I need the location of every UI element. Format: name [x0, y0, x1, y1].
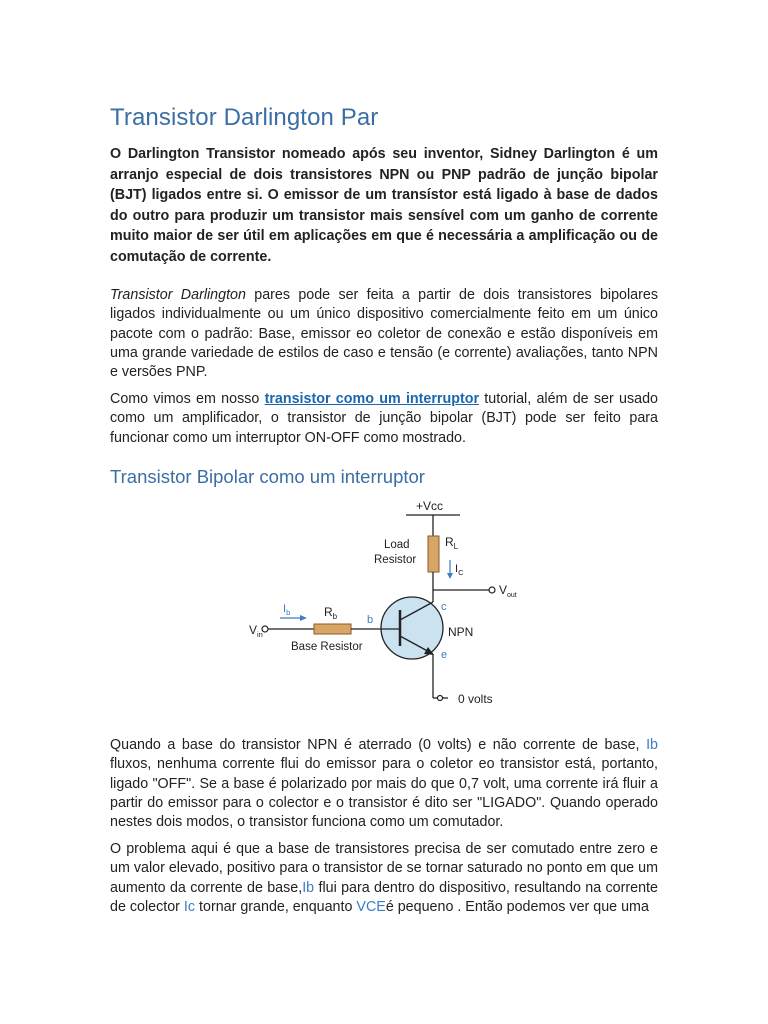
paragraph-text: tutorial, além de ser usado como um amplificador, o transistor de junção bipolar (BJT) pode ser feito para funcionar como um interruptor ON-OFF como mostrado.	[110, 391, 658, 446]
collector-label: c	[441, 601, 447, 613]
ic-label: $I_C$	[455, 563, 464, 577]
arrow-head-icon	[447, 573, 453, 579]
darlington-term: Transistor Darlington	[110, 287, 246, 303]
base-resistor	[314, 624, 351, 634]
ground-terminal	[438, 696, 443, 701]
vout-terminal	[489, 587, 495, 593]
ib-symbol: Ib	[302, 879, 315, 896]
load-resistor	[428, 536, 439, 572]
load-resistor-label: Load	[384, 539, 410, 551]
paragraph-text: pares pode ser feita a partir de dois transistores bipolares ligados individualmente ou um único dispositivo comercialmente feito em um único pacote com o padrão: Base, emissor eo coletor de conexão e estão disponíveis em uma grande variedade de estilos de caso e tensão (e corrente) avaliações, tanto NPN e versões PNP.	[110, 287, 658, 381]
vcc-label: +Vcc	[416, 499, 444, 513]
paragraph-npn-operation: Quando a base do transistor NPN é aterrado (0 volts) e não corrente de base, Ib fluxos, nenhuma corrente flui do emissor para o coletor eo transistor está, portanto, ligado "OFF". Se a base é polarizado por mais do que 0,7 volt, uma corrente irá fluir a partir do emissor para o colector e o transistor é dito ser "LIGADO". Quando operado nestes dois modos, o transistor funciona como um comutador.	[110, 737, 658, 831]
arrow-head-icon	[300, 615, 307, 621]
vin-terminal	[262, 626, 268, 632]
ground-label: 0 volts	[458, 692, 493, 706]
npn-transistor	[381, 597, 443, 659]
vout-label: $V_{out}$	[499, 583, 517, 599]
intro-paragraph: O Darlington Transistor nomeado após seu inventor, Sidney Darlington é um arranjo especial de dois transistores NPN ou PNP padrão de junção bipolar (BJT) ligados entre si. O emissor de um transístor está ligado à base de dados do outro para produzir um transistor mais sensível com um ganho de corrente muito maior de ser útil em aplicações em que é necessária a amplificação ou de comutação de corrente.	[110, 146, 658, 265]
rl-label: $R_L$	[445, 535, 459, 551]
paragraph-text: Como vimos em nosso	[110, 391, 265, 407]
emitter-label: e	[441, 649, 448, 661]
load-resistor-label: Resistor	[374, 554, 417, 566]
npn-label: NPN	[448, 625, 474, 639]
paragraph-darlington-pairs	[110, 286, 658, 382]
ib-label: $I_b$	[283, 603, 291, 617]
base-label: b	[367, 614, 374, 626]
section-heading: Transistor Bipolar como um interruptor	[110, 466, 425, 487]
ic-symbol: Ic	[183, 898, 196, 915]
ib-symbol: Ib	[646, 737, 658, 753]
vin-label: $V_{in}$	[249, 623, 263, 639]
page-title: Transistor Darlington Par	[110, 104, 379, 131]
paragraph-switch-intro	[110, 390, 658, 448]
rb-label: $R_b$	[324, 605, 338, 621]
vce-symbol: VCE	[356, 898, 386, 915]
transistor-switch-link[interactable]: transistor como um interruptor	[264, 391, 480, 407]
transistor-switch-circuit-diagram	[240, 494, 720, 716]
paragraph-switching-problem: O problema aqui é que a base de transistores precisa de ser comutado entre zero e um valor elevado, positivo para o transistor de se tornar saturado no ponto em que um aumento da corrente de base,Ib flui para dentro do dispositivo, resultando na corrente de colector Ic tornar grande, enquanto VCEé pequeno . Então podemos ver que uma	[110, 841, 658, 915]
base-resistor-label: Base Resistor	[291, 641, 363, 653]
